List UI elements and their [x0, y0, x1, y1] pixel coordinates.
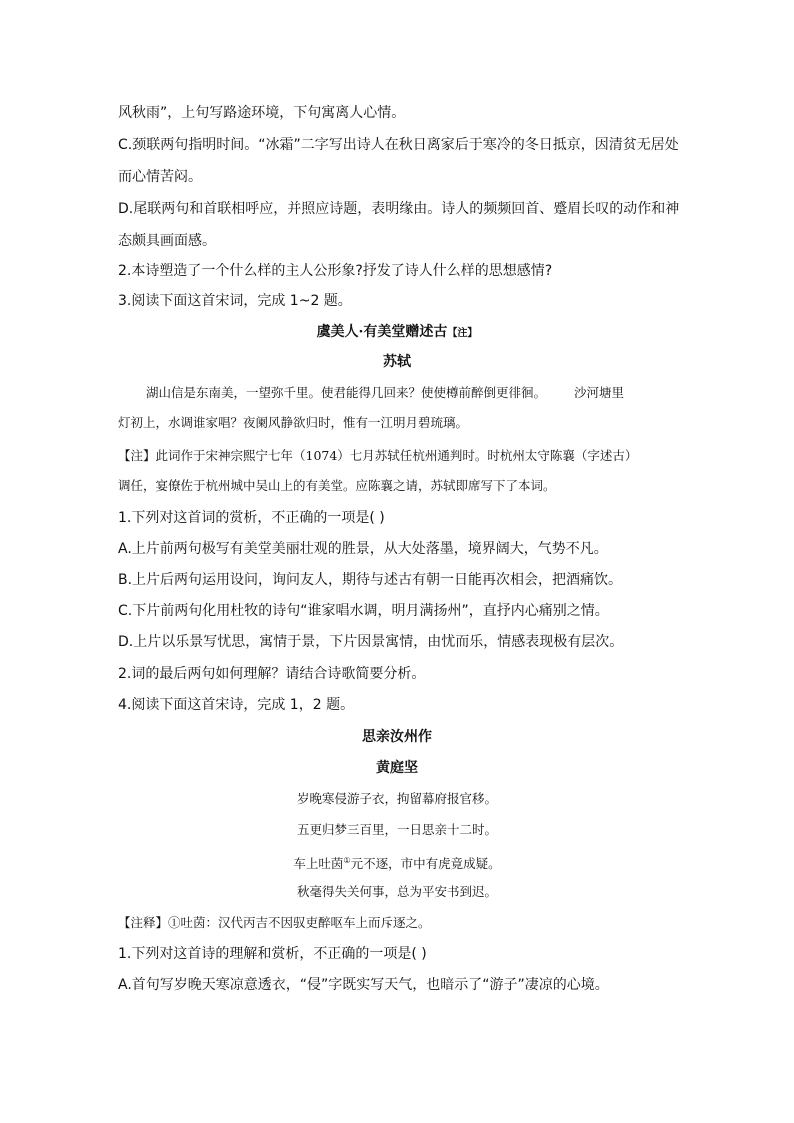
poem-line-part: 元不逐，市中有虎竟成疑。	[350, 856, 501, 872]
text-line: 态颇具画面感。	[118, 233, 216, 249]
poem-line-part: 车上吐茵	[293, 856, 344, 872]
poem-body-part: 沙河塘里	[574, 385, 625, 400]
footnote-mark: ①	[343, 856, 351, 865]
option-b: B.上片后两句运用设问，询问友人，期待与述古有朝一日能再次相会，把酒痛饮。	[118, 572, 623, 588]
question-2: 2.词的最后两句如何理解？请结合诗歌简要分析。	[118, 666, 426, 682]
option-a: A.首句写岁晚天寒凉意透衣，“侵”字既实写天气，也暗示了“游子”凄凉的心境。	[118, 977, 609, 993]
option-c: C.下片前两句化用杜牧的诗句“谁家唱水调，明月满扬州”，直抒内心痛别之情。	[118, 603, 609, 619]
option-c: C.颈联两句指明时间。“冰霜”二字写出诗人在秋日离家后于寒冷的冬日抵京，因清贫无居处	[118, 137, 679, 153]
poem-title: 思亲汝州作	[362, 729, 432, 745]
question-2: 2.本诗塑造了一个什么样的主人公形象?抒发了诗人什么样的思想感情?	[118, 263, 553, 279]
text-line: 风秋雨”，上句写路途环境，下句寓离人心情。	[118, 105, 406, 121]
question-3-intro: 3.阅读下面这首宋词，完成 1~2 题。	[118, 293, 352, 309]
poem-note: 调任，宴僚佐于杭州城中吴山上的有美堂。应陈襄之请，苏轼即席写下了本词。	[118, 478, 556, 493]
poem-body-line: 灯初上，水调谁家唱？夜阑风静欲归时，惟有一江明月碧琉璃。	[118, 415, 469, 430]
question-stem: 1.下列对这首词的赏析，不正确的一项是( )	[118, 510, 385, 526]
poem-author: 黄庭坚	[376, 760, 418, 776]
option-a: A.上片前两句极写有美堂美丽壮观的胜景，从大处落墨，境界阔大，气势不凡。	[118, 541, 608, 557]
text-line: 而心情苦闷。	[118, 169, 202, 185]
poem-body-part: 湖山信是东南美，一望弥千里。使君能得几回来？使使樽前醉倒更徘徊。	[146, 385, 547, 400]
poem-body-line	[146, 383, 706, 403]
poem-note: 【注】此词作于宋神宗熙宁七年（1074）七月苏轼任杭州通判时。时杭州太守陈襄（字述古）	[118, 448, 638, 463]
poem-title	[0, 322, 794, 344]
poem-line: 岁晚寒侵游子衣，拘留幕府报官移。	[296, 791, 497, 806]
poem-line: 秋毫得失关何事，总为平安书到迟。	[296, 884, 497, 899]
poem-author: 苏轼	[383, 354, 411, 370]
question-stem: 1.下列对这首诗的理解和赏析，不正确的一项是( )	[118, 946, 427, 962]
question-4-intro: 4.阅读下面这首宋诗，完成 1，2 题。	[118, 697, 355, 713]
poem-line	[0, 851, 794, 874]
option-d: D.尾联两句和首联相呼应，并照应诗题，表明缘由。诗人的频频回首、蹙眉长叹的动作和神	[118, 201, 680, 217]
option-d: D.上片以乐景写忧思，寓情于景，下片因景寓情，由忧而乐，情感表现极有层次。	[118, 634, 624, 650]
poem-title-text: 虞美人·有美堂赠述古	[316, 324, 448, 340]
poem-line: 五更归梦三百里，一日思亲十二时。	[296, 822, 497, 837]
poem-title-note: 【注】	[447, 328, 478, 339]
poem-note: 【注释】①吐茵：汉代丙吉不因驭吏醉呕车上而斥逐之。	[118, 915, 431, 930]
